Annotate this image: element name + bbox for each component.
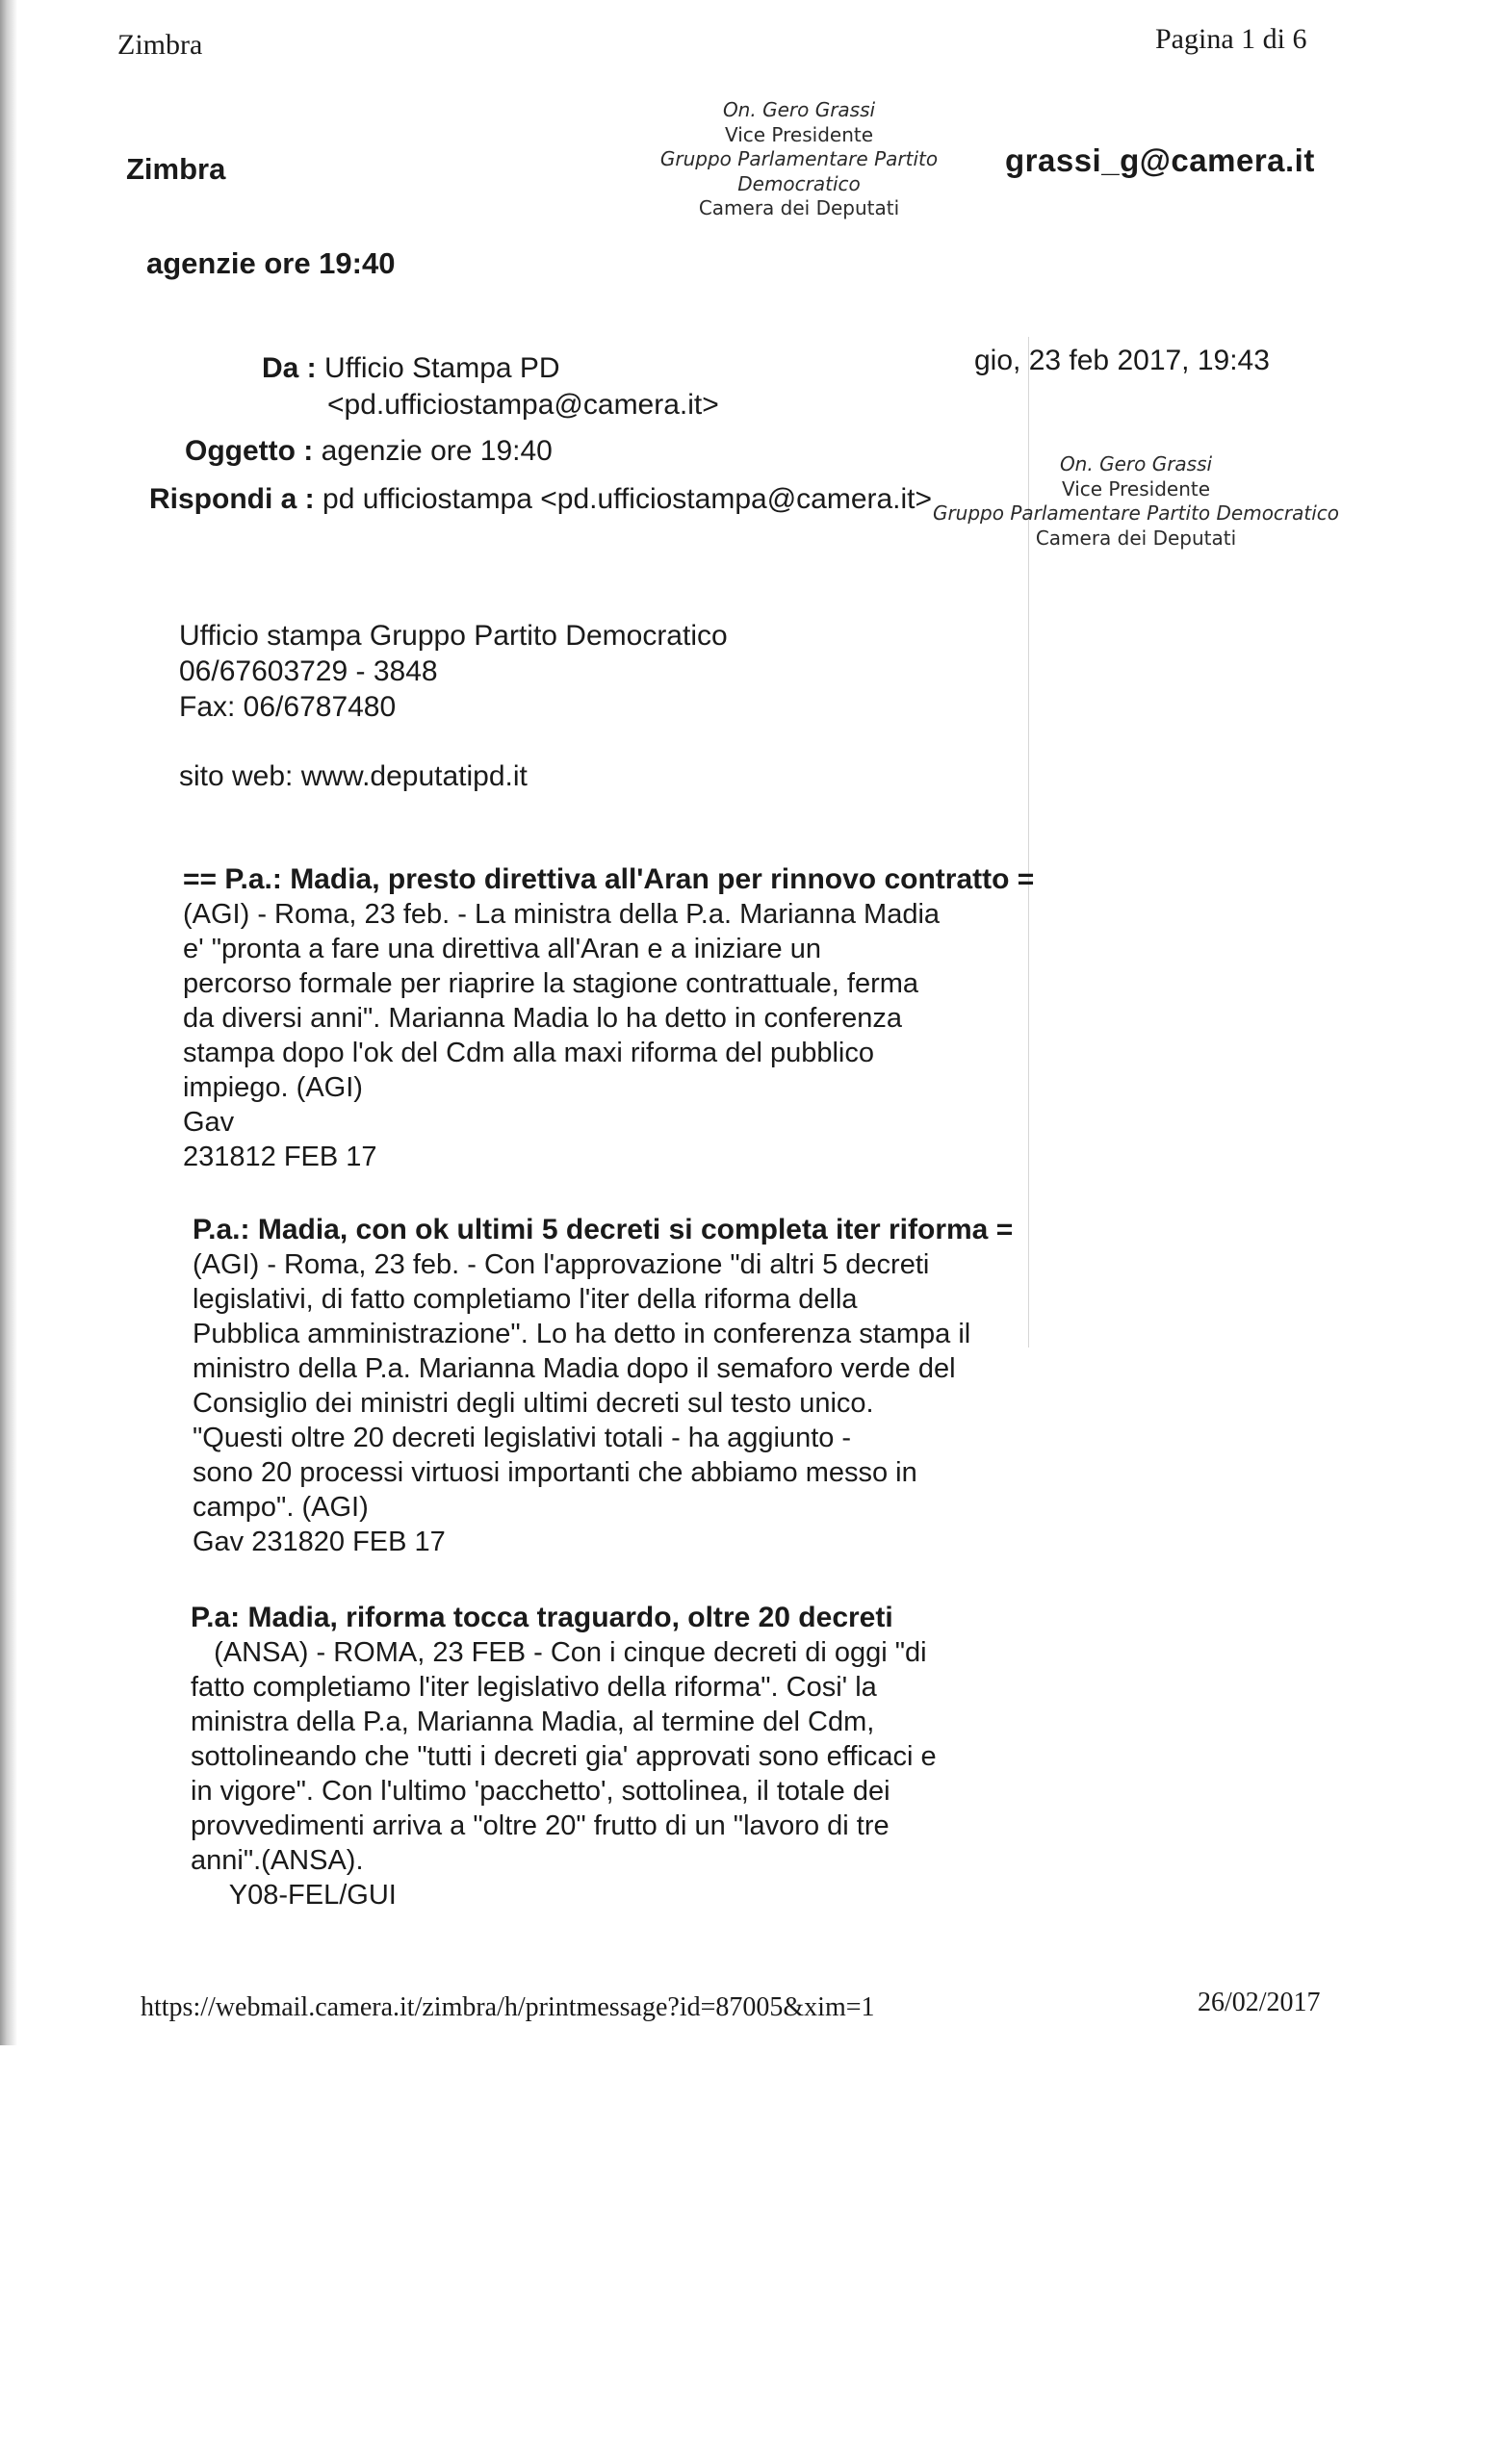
article-line: da diversi anni". Marianna Madia lo ha detto in conferenza [183,1003,903,1034]
article-line: Y08-FEL/GUI [191,1880,397,1911]
office-line: 06/67603729 - 3848 [179,655,438,687]
article-line: anni".(ANSA). [191,1845,364,1876]
article-line: Consiglio dei ministri degli ultimi decreti sul testo unico. [193,1388,874,1419]
office-signature [179,618,728,725]
reply-to-field [149,483,932,516]
article-line: in vigore". Con l'ultimo 'pacchetto', sottolinea, il totale dei [191,1776,890,1807]
news-article [193,1213,1013,1559]
from-field [262,352,560,385]
zimbra-logo-text: Zimbra [126,152,226,186]
article-line: 231812 FEB 17 [183,1142,377,1172]
print-footer-date: 26/02/2017 [1198,1988,1321,2017]
article-line: legislativi, di fatto completiamo l'iter della riforma della [193,1284,858,1315]
print-footer-url: https://webmail.camera.it/zimbra/h/printmessage?id=87005&xim=1 [141,1992,875,2022]
article-title: P.a.: Madia, con ok ultimi 5 decreti si completa iter riforma = [193,1214,1014,1245]
article-line: ministra della P.a, Marianna Madia, al termine del Cdm, [191,1707,875,1737]
stamp-house: Camera dei Deputati [1035,526,1237,550]
article-line: stampa dopo l'ok del Cdm alla maxi riforma del pubblico [183,1038,874,1068]
article-line: "Questi oltre 20 decreti legislativi totali - ha aggiunto - [193,1423,852,1453]
article-line: Pubblica amministrazione". Lo ha detto in conferenza stampa il [193,1319,971,1349]
print-header-page-info: Pagina 1 di 6 [1155,23,1307,55]
subject-label: Oggetto : [185,435,314,467]
office-line: Ufficio stampa Gruppo Partito Democratico [179,620,728,652]
article-title: == P.a.: Madia, presto direttiva all'Aran per rinnovo contratto = [183,863,1035,895]
stamp-name: On. Gero Grassi [1059,452,1213,475]
article-line: Gav 231820 FEB 17 [193,1527,446,1557]
article-line: sottolineando che "tutti i decreti gia' approvati sono efficaci e [191,1741,937,1772]
from-label: Da : [262,352,317,384]
stamp-group: Gruppo Parlamentare Partito Democratico [659,147,939,195]
article-line: (AGI) - Roma, 23 feb. - Con l'approvazione "di altri 5 decreti [193,1249,930,1280]
article-line: fatto completiamo l'iter legislativo della riforma". Cosi' la [191,1672,877,1703]
article-line: campo". (AGI) [193,1492,369,1523]
reply-to-value: pd ufficiostampa <pd.ufficiostampa@camera.it> [322,483,933,515]
subject-value: agenzie ore 19:40 [321,435,553,467]
article-line: provvedimenti arriva a "oltre 20" frutto di un "lavoro di tre [191,1810,890,1841]
article-line: (ANSA) - ROMA, 23 FEB - Con i cinque decreti di oggi "di [191,1637,927,1668]
account-email: grassi_g@camera.it [1005,142,1315,178]
news-article [191,1601,937,1912]
news-article [183,862,1034,1174]
article-title: P.a: Madia, riforma tocca traguardo, oltre 20 decreti [191,1602,893,1633]
stamp-group: Gruppo Parlamentare Partito Democratico [932,501,1340,526]
message-title: agenzie ore 19:40 [146,246,396,280]
from-name: Ufficio Stampa PD [324,352,560,384]
parliament-stamp-middle [929,452,1343,551]
stamp-name: On. Gero Grassi [722,98,876,121]
sent-date: gio, 23 feb 2017, 19:43 [974,345,1270,376]
print-header-app-name: Zimbra [117,29,203,61]
subject-field [185,435,553,468]
article-line: e' "pronta a fare una direttiva all'Aran e a iniziare un [183,934,821,964]
article-line: sono 20 processi virtuosi importanti che abbiamo messo in [193,1457,917,1488]
article-line: impiego. (AGI) [183,1072,363,1103]
from-email: <pd.ufficiostampa@camera.it> [327,389,719,421]
reply-to-label: Rispondi a : [149,483,315,515]
office-line: Fax: 06/6787480 [179,691,397,723]
parliament-stamp-top [597,98,1001,221]
stamp-house: Camera dei Deputati [698,196,900,220]
scan-edge-shadow [0,0,17,2045]
article-line: (AGI) - Roma, 23 feb. - La ministra della P.a. Marianna Madia [183,899,941,930]
article-line: ministro della P.a. Marianna Madia dopo il semaforo verde del [193,1353,956,1384]
article-line: Gav [183,1107,235,1138]
stamp-role: Vice Presidente [1061,476,1211,500]
stamp-role: Vice Presidente [724,122,874,146]
website-line: sito web: www.deputatipd.it [179,760,528,792]
article-line: percorso formale per riaprire la stagione contrattuale, ferma [183,968,919,999]
